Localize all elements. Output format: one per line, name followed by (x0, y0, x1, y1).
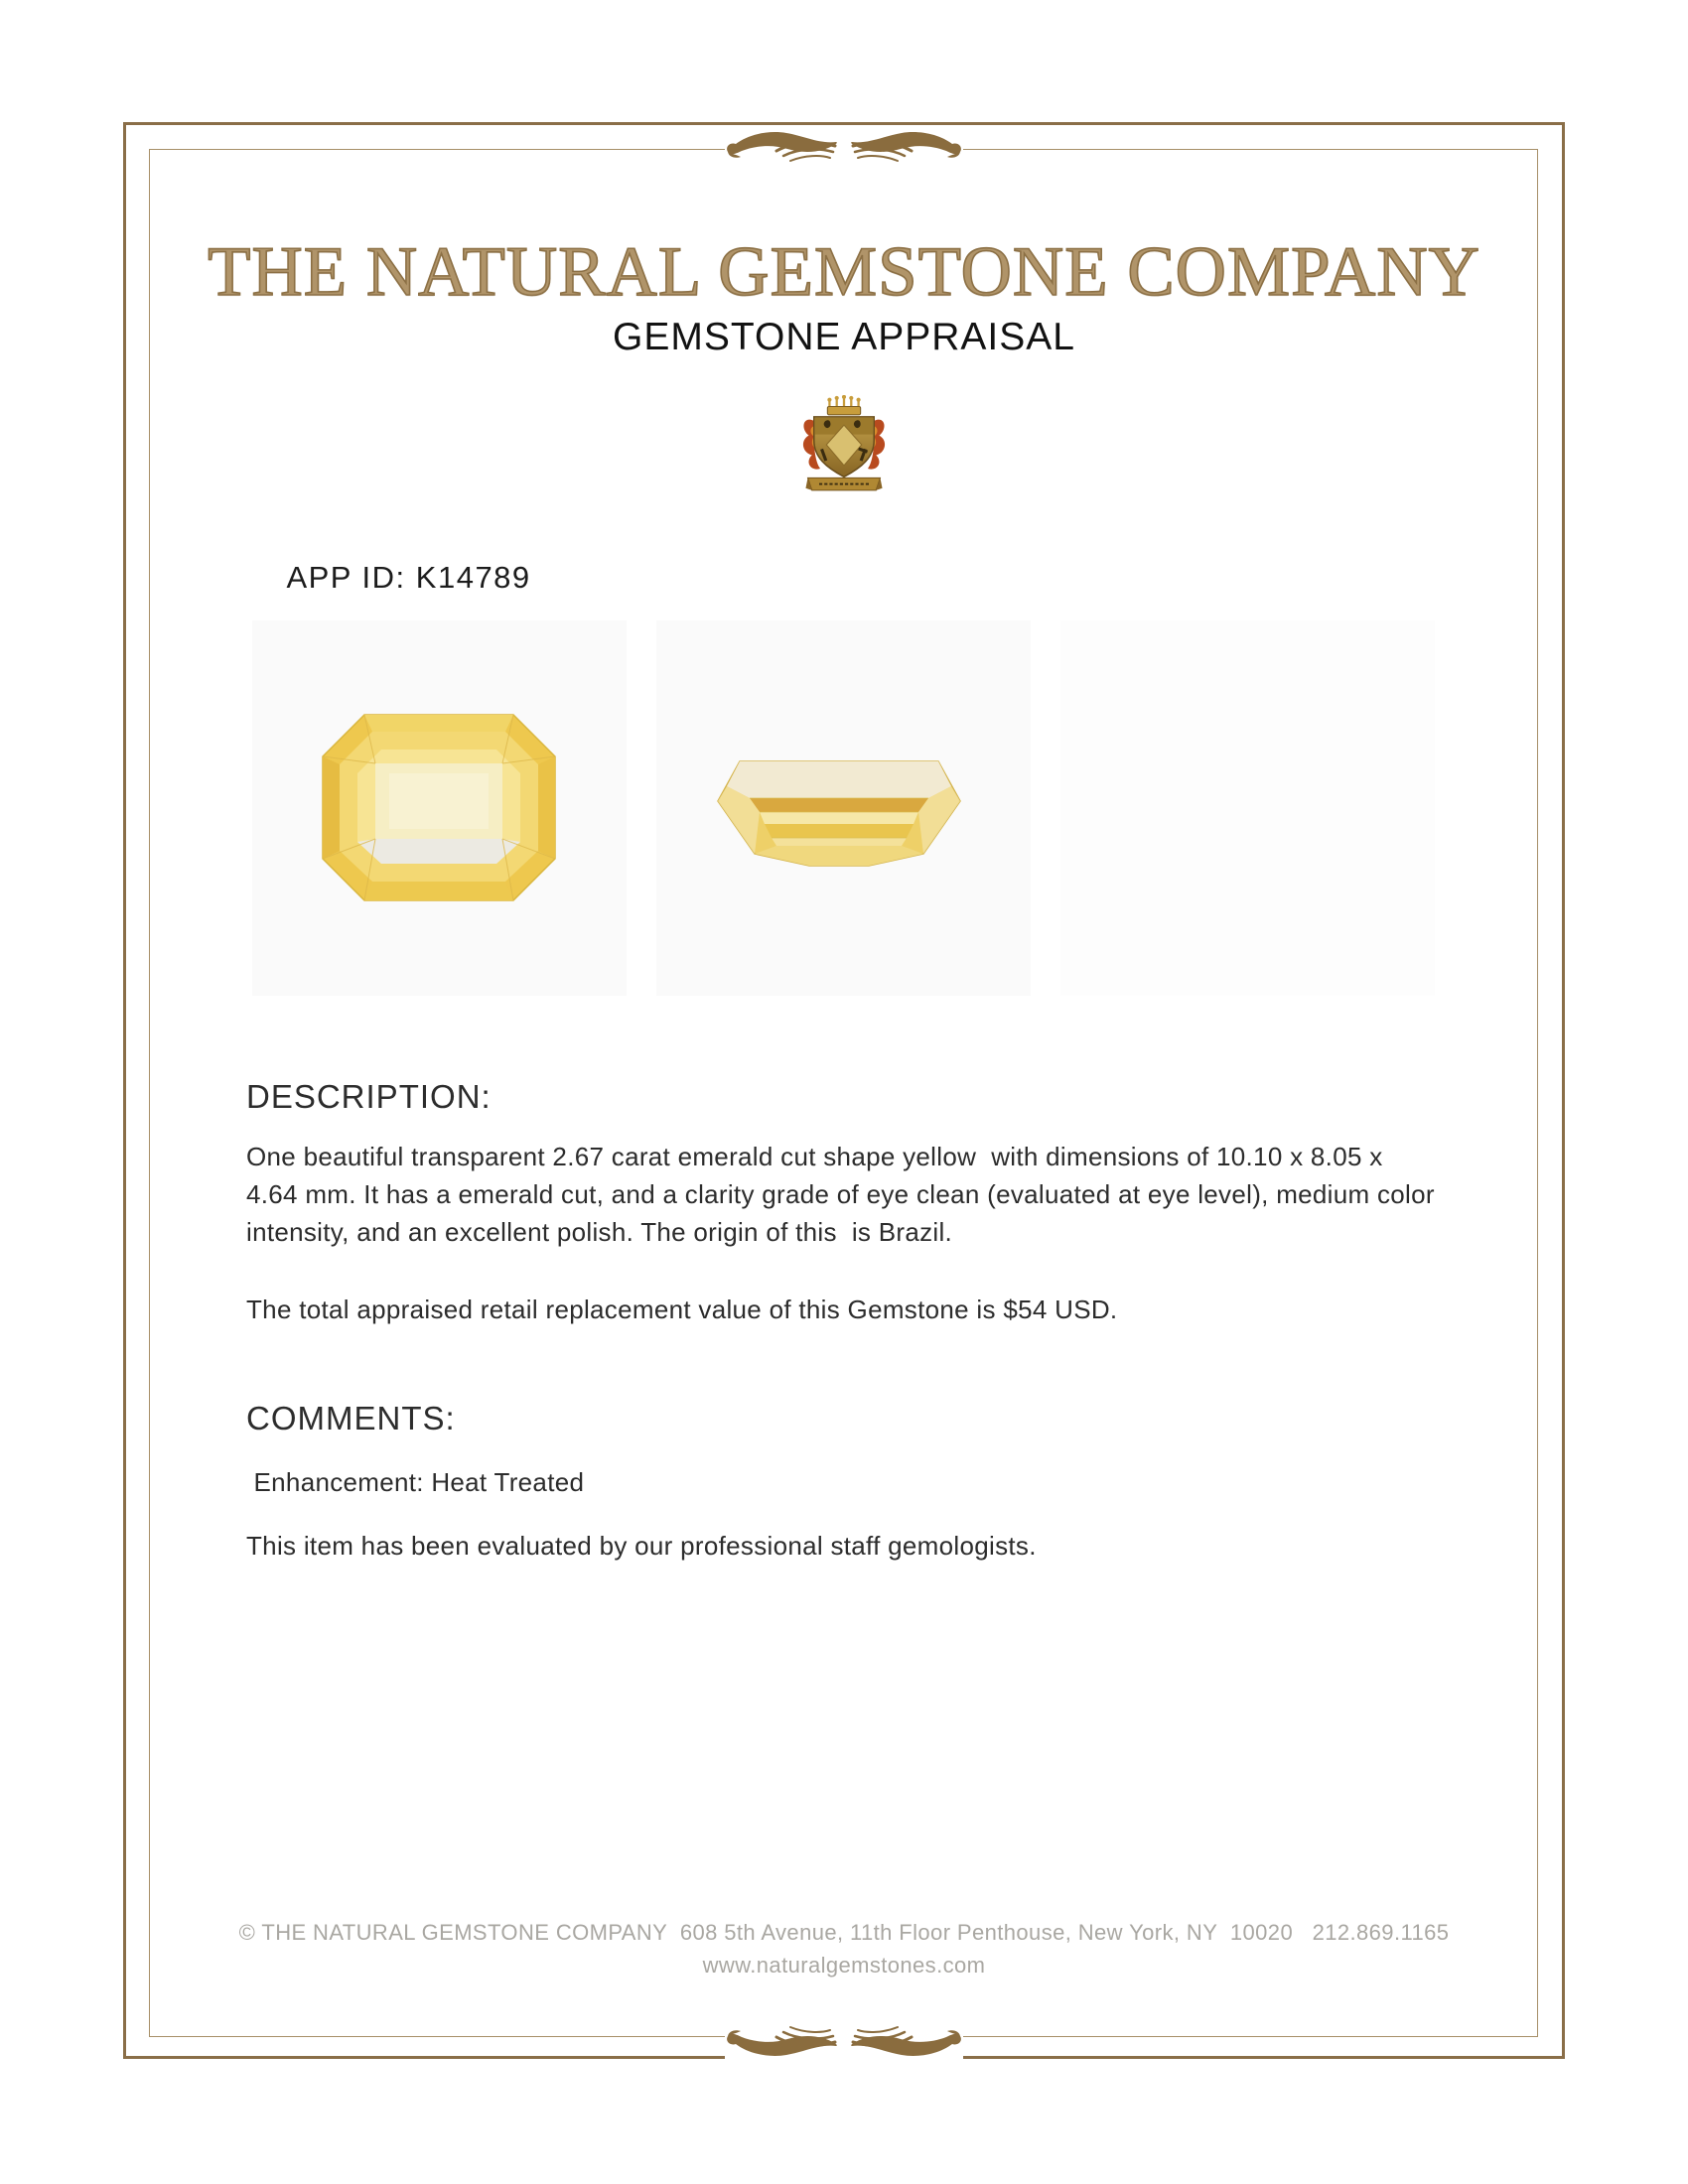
gemstone-photo-empty (1060, 620, 1435, 996)
evaluation-line: This item has been evaluated by our professional staff gemologists. (246, 1531, 1037, 1561)
gemstone-photo-top-view (252, 620, 627, 996)
gemstone-photo-side-view (656, 620, 1031, 996)
flourish-divider-icon (725, 126, 963, 174)
flourish-divider-icon (725, 2014, 963, 2062)
document-type-subtitle: GEMSTONE APPRAISAL (613, 316, 1075, 358)
description-body: One beautiful transparent 2.67 carat emerald cut shape yellow with dimensions of 10.10 x 8.05 x 4.64 mm. It has a emerald cut, and a clarity grade of eye clean (evaluated at eye level), medium color intensity, and an excellent polish. The origin of this is Brazil. (246, 1142, 1443, 1247)
comments-heading: COMMENTS: (246, 1400, 456, 1436)
description-heading: DESCRIPTION: (246, 1078, 492, 1115)
gemstone-side-view-image (715, 747, 963, 871)
heraldic-crest-icon (797, 395, 891, 494)
app-id-value: K14789 (415, 560, 531, 595)
gemstone-top-view-image (320, 712, 558, 903)
footer-website: www.naturalgemstones.com (702, 1953, 986, 1978)
app-id-label: APP ID: (286, 560, 406, 595)
enhancement-line: Enhancement: Heat Treated (246, 1467, 585, 1497)
app-id (246, 524, 531, 631)
company-name-title: THE NATURAL GEMSTONE COMPANY (208, 233, 1480, 311)
appraised-value-line: The total appraised retail replacement value of this Gemstone is $54 USD. (246, 1295, 1118, 1324)
footer-address-line: © THE NATURAL GEMSTONE COMPANY 608 5th Avenue, 11th Floor Penthouse, New York, NY 10020 212.869.1165 (238, 1920, 1450, 1945)
